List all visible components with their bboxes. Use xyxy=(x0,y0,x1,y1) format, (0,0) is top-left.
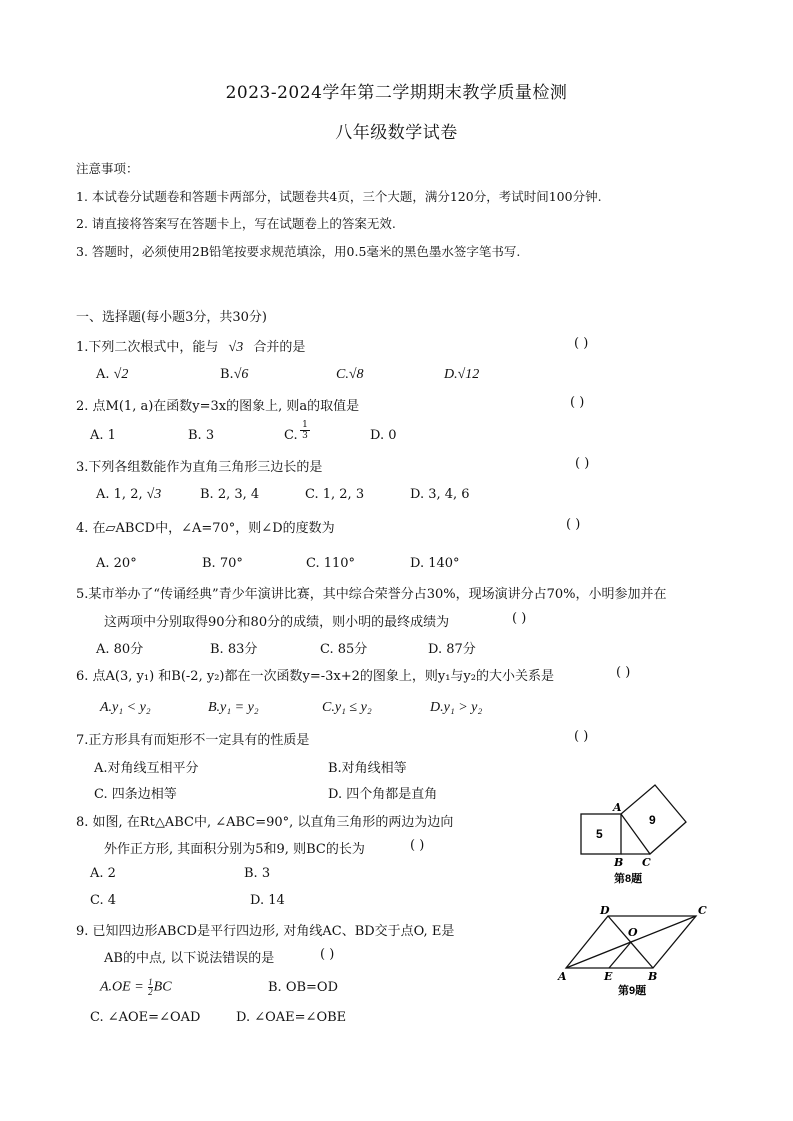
q4-answer-paren: ( ) xyxy=(566,517,581,532)
question-6-stem: 6. 点A(3, y₁) 和B(-2, y₂)都在一次函数y=-3x+2的图象上，则y₁与y₂的大小关系是 xyxy=(76,669,554,684)
q1-option-c xyxy=(336,367,364,383)
q2-option-a: A. 1 xyxy=(90,428,116,443)
option-math: √12 xyxy=(457,367,480,382)
exam-title: 2023-2024学年第二学期期末教学质量检测 xyxy=(225,83,568,103)
question-8-stem: 8. 如图, 在Rt△ABC中, ∠ABC=90°, 以直角三角形的两边为边向 xyxy=(76,815,454,830)
q2-option-d: D. 0 xyxy=(370,428,397,443)
q8-option-a: A. 2 xyxy=(90,866,116,881)
q2-option-c-fraction xyxy=(300,420,310,441)
point-d-label: D xyxy=(600,904,610,917)
q5-option-c: C. 85分 xyxy=(320,642,368,657)
q3-option-a xyxy=(96,487,161,503)
q1-stem-math: √3 xyxy=(228,340,244,355)
q6-answer-paren: ( ) xyxy=(616,665,631,680)
question-7-stem: 7.正方形具有而矩形不一定具有的性质是 xyxy=(76,733,310,748)
point-o-label: O xyxy=(628,926,638,939)
q3-option-d: D. 3, 4, 6 xyxy=(410,487,470,502)
fraction-numerator: 1 xyxy=(302,420,308,430)
figure-8-caption: 第8题 xyxy=(614,873,643,885)
q1-option-b xyxy=(220,367,248,383)
option-math: √6 xyxy=(233,367,249,382)
option-letter: D. xyxy=(444,367,458,382)
q9-option-a xyxy=(100,978,172,997)
q2-option-b: B. 3 xyxy=(188,428,215,443)
point-c-label: C xyxy=(642,856,651,869)
q3-answer-paren: ( ) xyxy=(575,456,590,471)
option-math: √8 xyxy=(348,367,364,382)
q9-option-c: C. ∠AOE=∠OAD xyxy=(90,1010,201,1025)
q7-option-a: A.对角线互相平分 xyxy=(94,761,199,776)
point-c-label: C xyxy=(698,904,707,917)
q4-option-c: C. 110° xyxy=(306,556,356,571)
section-heading: 一、选择题(每小题3分，共30分) xyxy=(76,310,267,325)
q9-answer-paren: ( ) xyxy=(320,947,335,962)
question-4-stem: 4. 在▱ABCD中，∠A=70°，则∠D的度数为 xyxy=(76,521,335,536)
fraction-denominator: 3 xyxy=(300,430,310,441)
q7-option-b: B.对角线相等 xyxy=(328,761,407,776)
q6-option-a: A.y₁ < y₂ xyxy=(100,700,151,715)
figure-9 xyxy=(556,900,716,1000)
option-letter: C. xyxy=(336,367,349,382)
figure-9-caption: 第9题 xyxy=(618,985,647,997)
q1-stem-text: 1.下列二次根式中，能与 xyxy=(76,340,219,355)
large-square-label: 9 xyxy=(649,813,656,827)
question-5-stem: 5.某市举办了“传诵经典”青少年演讲比赛，其中综合荣誉分占30%，现场演讲分占70%，小明参加并在 xyxy=(76,587,667,602)
small-square-label: 5 xyxy=(596,827,603,841)
q5-option-b: B. 83分 xyxy=(210,642,258,657)
q6-option-d: D.y₁ > y₂ xyxy=(430,700,483,715)
option-math: √2 xyxy=(113,367,129,382)
figure-8 xyxy=(570,780,700,888)
point-a-label: A xyxy=(558,970,567,983)
q1-option-a xyxy=(96,367,128,383)
q1-option-d xyxy=(444,367,479,383)
note-item-1: 1. 本试卷分试题卷和答题卡两部分，试题卷共4页，三个大题，满分120分，考试时间100分钟. xyxy=(76,189,602,204)
question-3-stem: 3.下列各组数能作为直角三角形三边长的是 xyxy=(76,460,323,475)
fraction-numerator: 1 xyxy=(148,977,153,987)
point-a-label: A xyxy=(613,801,622,814)
q7-answer-paren: ( ) xyxy=(574,729,589,744)
option-letter: B. xyxy=(220,367,234,382)
q8-option-b: B. 3 xyxy=(244,866,271,881)
q5-option-a: A. 80分 xyxy=(96,642,144,657)
q4-option-b: B. 70° xyxy=(202,556,243,571)
q3-option-c: C. 1, 2, 3 xyxy=(305,487,365,502)
option-letter: A. xyxy=(96,367,110,382)
q3-option-b: B. 2, 3, 4 xyxy=(200,487,260,502)
question-1-stem xyxy=(76,336,305,356)
question-5-stem-line2: 这两项中分别取得90分和80分的成绩，则小明的最终成绩为 xyxy=(104,615,450,630)
q8-option-c: C. 4 xyxy=(90,893,117,908)
q8-option-d: D. 14 xyxy=(250,893,285,908)
fraction-denominator: 2 xyxy=(148,987,153,997)
fraction xyxy=(148,978,153,997)
option-text: A.OE = xyxy=(100,979,144,995)
question-9-stem-line2: AB的中点, 以下说法错误的是 xyxy=(104,951,275,966)
point-e-label: E xyxy=(604,970,613,983)
q7-option-c: C. 四条边相等 xyxy=(94,787,177,802)
question-2-stem: 2. 点M(1, a)在函数y=3x的图象上, 则a的取值是 xyxy=(76,399,360,414)
question-9-stem: 9. 已知四边形ABCD是平行四边形, 对角线AC、BD交于点O, E是 xyxy=(76,924,455,939)
point-b-label: B xyxy=(648,970,658,983)
q6-option-b: B.y₁ = y₂ xyxy=(208,700,259,715)
q5-option-d: D. 87分 xyxy=(428,642,476,657)
option-text: A. 1, 2, xyxy=(96,487,143,502)
q9-option-b: B. OB=OD xyxy=(268,980,339,995)
question-8-stem-line2: 外作正方形, 其面积分别为5和9, 则BC的长为 xyxy=(104,842,365,857)
note-item-2: 2. 请直接将答案写在答题卡上，写在试题卷上的答案无效. xyxy=(76,216,396,231)
option-text-tail: BC xyxy=(153,979,172,995)
q2-option-c-label: C. xyxy=(284,428,298,443)
note-item-3: 3. 答题时，必须使用2B铅笔按要求规范填涂，用0.5毫米的黑色墨水签字笔书写. xyxy=(76,244,521,259)
q4-option-a: A. 20° xyxy=(96,556,137,571)
q9-option-d: D. ∠OAE=∠OBE xyxy=(236,1010,347,1025)
q8-answer-paren: ( ) xyxy=(410,838,425,853)
q6-option-c: C.y₁ ≤ y₂ xyxy=(322,700,372,715)
point-b-label: B xyxy=(614,856,624,869)
q1-answer-paren: ( ) xyxy=(574,336,589,351)
q4-option-d: D. 140° xyxy=(410,556,460,571)
notes-heading: 注意事项： xyxy=(76,161,139,176)
q1-stem-after: 合并的是 xyxy=(253,340,306,355)
option-math: √3 xyxy=(146,487,162,502)
q2-answer-paren: ( ) xyxy=(570,395,585,410)
q5-answer-paren: ( ) xyxy=(512,611,527,626)
q7-option-d: D. 四个角都是直角 xyxy=(328,787,438,802)
exam-subtitle: 八年级数学试卷 xyxy=(335,123,458,143)
